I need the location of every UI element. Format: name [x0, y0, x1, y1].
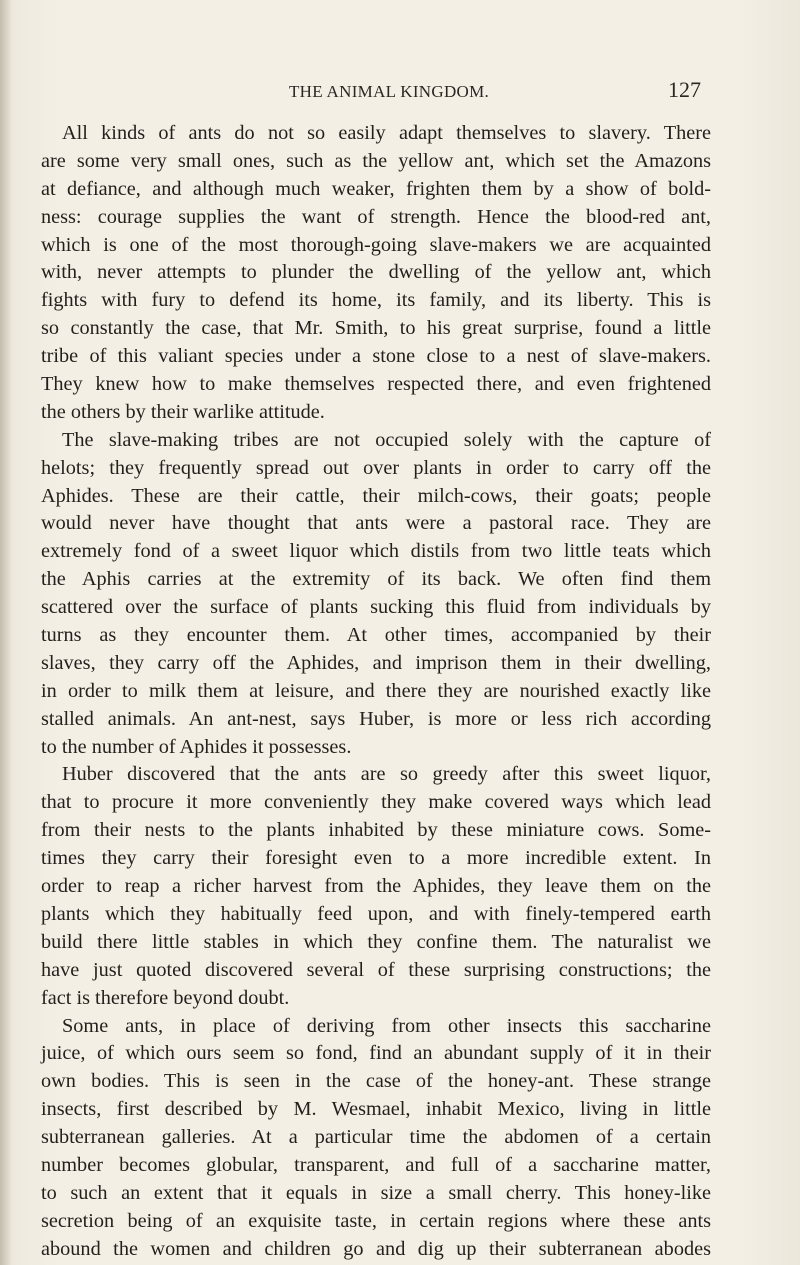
text-line: with, never attempts to plunder the dwelling of the yellow ant, which — [41, 261, 711, 284]
spine-shadow — [0, 0, 12, 1265]
text-line: number becomes globular, transparent, and full of a saccharine matter, — [41, 1153, 711, 1176]
text-line: plants which they habitually feed upon, and with finely-tempered earth — [41, 902, 711, 925]
running-head — [0, 76, 800, 104]
text-line: slaves, they carry off the Aphides, and imprison them in their dwelling, — [41, 651, 711, 674]
text-line: so constantly the case, that Mr. Smith, to his great surprise, found a little — [41, 317, 711, 340]
text-line: helots; they frequently spread out over plants in order to carry off the — [41, 456, 711, 479]
text-line: Aphides. These are their cattle, their milch-cows, their goats; people — [41, 484, 711, 507]
text-line: the Aphis carries at the extremity of its back. We often find them — [41, 568, 711, 591]
text-line: to the number of Aphides it possesses. — [41, 735, 352, 758]
text-line: stalled animals. An ant-nest, says Huber, is more or less rich according — [41, 707, 711, 730]
text-line: which is one of the most thorough-going slave-makers we are acquainted — [41, 233, 711, 256]
text-line: All kinds of ants do not so easily adapt themselves to slavery. There — [62, 122, 711, 144]
text-line: would never have thought that ants were a pastoral race. They are — [41, 512, 711, 535]
body-text — [41, 120, 711, 1264]
text-line: abound the women and children go and dig up their subterranean abodes — [41, 1237, 711, 1260]
text-line: Huber discovered that the ants are so greedy after this sweet liquor, — [62, 763, 711, 786]
text-line: Some ants, in place of deriving from other insects this saccharine — [62, 1014, 711, 1037]
text-line: scattered over the surface of plants sucking this fluid from individuals by — [41, 596, 711, 619]
text-line: insects, first described by M. Wesmael, inhabit Mexico, living in little — [41, 1098, 711, 1121]
text-line: times they carry their foresight even to a more incredible extent. In — [41, 847, 711, 870]
text-line: the others by their warlike attitude. — [41, 400, 325, 423]
text-line: order to reap a richer harvest from the Aphides, they leave them on the — [41, 875, 711, 898]
text-line: They knew how to make themselves respected there, and even frightened — [41, 373, 711, 396]
text-line: subterranean galleries. At a particular time the abdomen of a certain — [41, 1126, 711, 1149]
text-line: fights with fury to defend its home, its family, and its liberty. This is — [41, 289, 711, 312]
text-line: secretion being of an exquisite taste, in certain regions where these ants — [41, 1209, 711, 1232]
text-line: that to procure it more conveniently they make covered ways which lead — [41, 791, 711, 814]
text-line: juice, of which ours seem so fond, find an abundant supply of it in their — [41, 1042, 711, 1065]
text-line: from their nests to the plants inhabited by these miniature cows. Some- — [41, 819, 711, 842]
text-line: own bodies. This is seen in the case of the honey-ant. These strange — [41, 1070, 711, 1093]
text-line: build there little stables in which they confine them. The naturalist we — [41, 930, 711, 953]
text-line: in order to milk them at leisure, and there they are nourished exactly like — [41, 679, 711, 702]
page-number: 127 — [668, 77, 701, 102]
text-line: at defiance, and although much weaker, frighten them by a show of bold- — [41, 177, 711, 200]
text-line: have just quoted discovered several of these surprising constructions; the — [41, 958, 711, 981]
text-line: extremely fond of a sweet liquor which distils from two little teats which — [41, 540, 711, 563]
text-line: The slave-making tribes are not occupied solely with the capture of — [62, 428, 711, 451]
text-line: fact is therefore beyond doubt. — [41, 986, 290, 1009]
text-line: to such an extent that it equals in size a small cherry. This honey-like — [41, 1181, 711, 1204]
running-title: THE ANIMAL KINGDOM. — [289, 82, 490, 101]
text-line: are some very small ones, such as the yellow ant, which set the Amazons — [41, 149, 711, 172]
text-line: ness: courage supplies the want of strength. Hence the blood-red ant, — [41, 205, 711, 228]
text-line: turns as they encounter them. At other times, accompanied by their — [41, 624, 711, 647]
text-line: tribe of this valiant species under a stone close to a nest of slave-makers. — [41, 345, 711, 368]
